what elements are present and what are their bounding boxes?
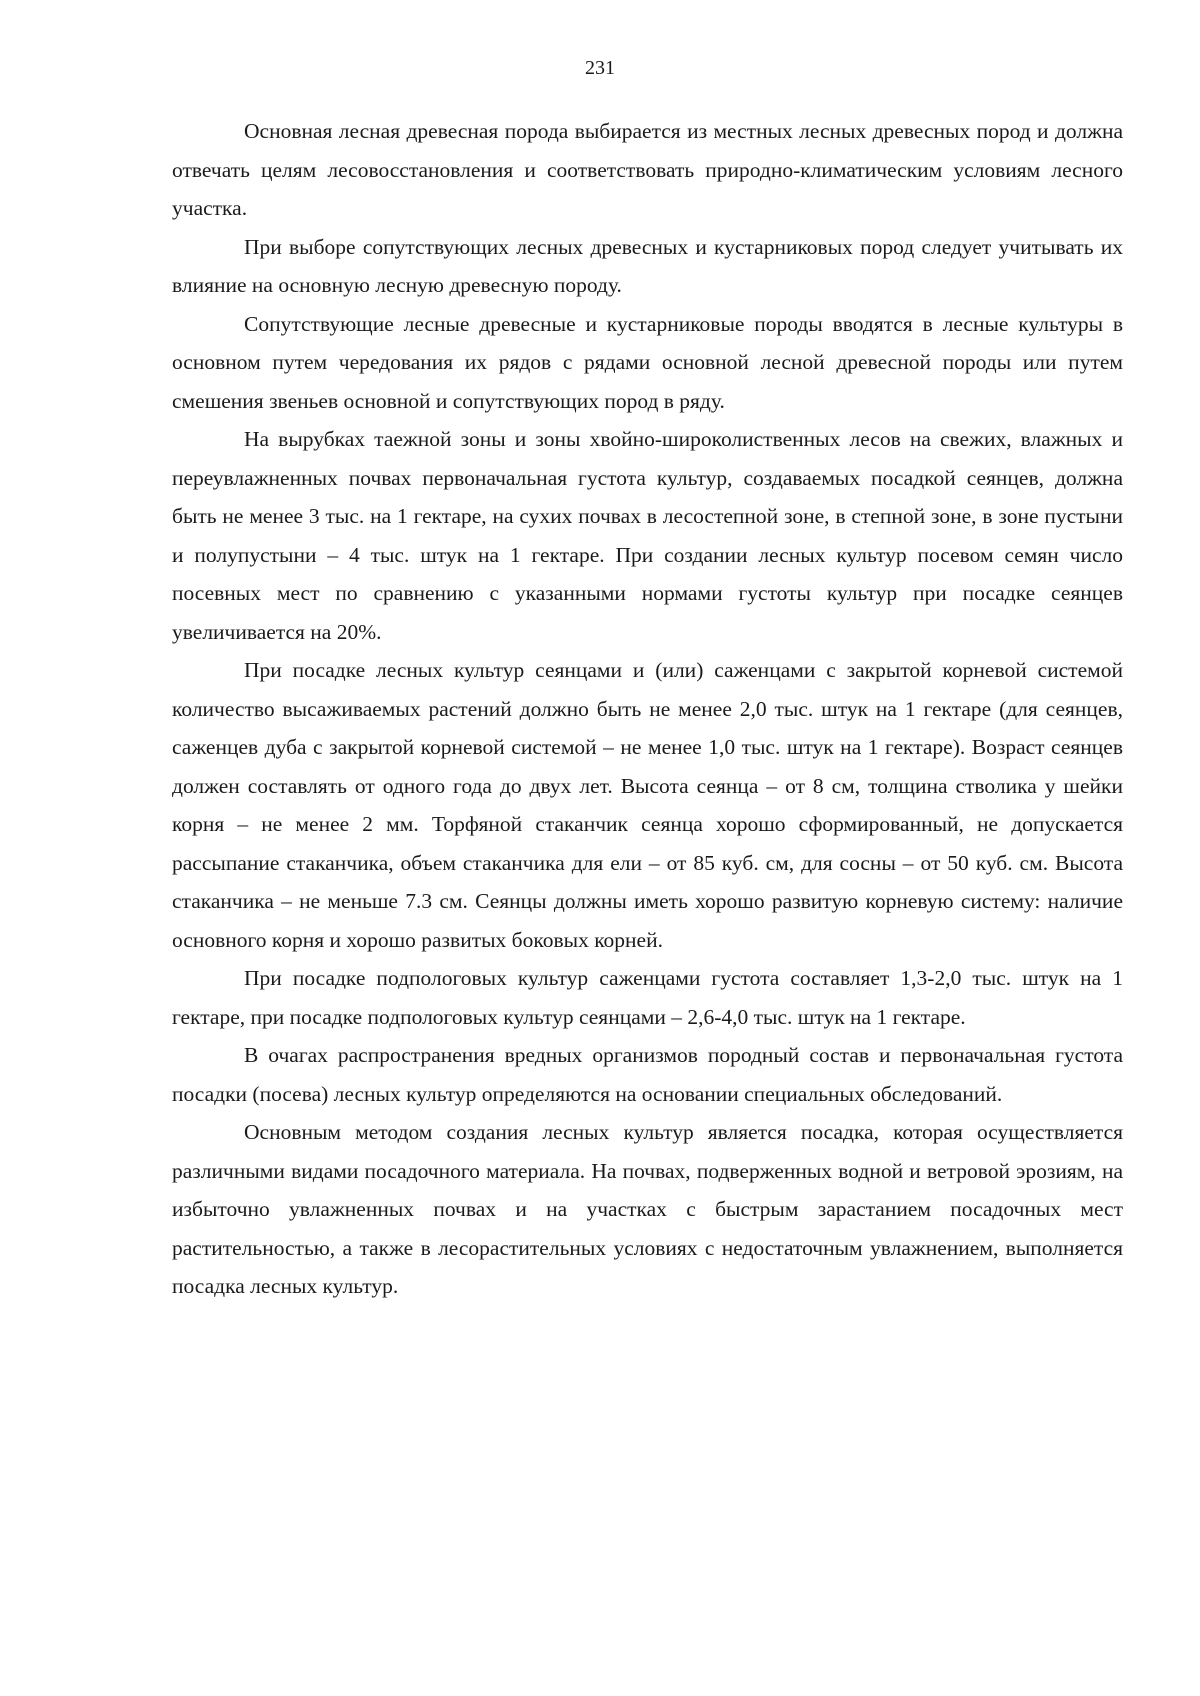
- paragraph: Сопутствующие лесные древесные и кустарниковые породы вводятся в лесные культуры в основном путем чередования их рядов с рядами основной лесной древесной породы или путем смешения звеньев основной и сопутствующих пород в ряду.: [172, 311, 1123, 413]
- paragraph: Основным методом создания лесных культур является посадка, которая осуществляется различными видами посадочного материала. На почвах, подверженных водной и ветровой эрозиям, на избыточно увлажненных почвах и на участках с быстрым зарастанием посадочных мест растительностью, а также в лесорастительных условиях с недостаточным увлажнением, выполняется посадка лесных культур.: [172, 1120, 1123, 1298]
- paragraph: При посадке подпологовых культур саженцами густота составляет 1,3-2,0 тыс. штук на 1 гектаре, при посадке подпологовых культур сеянцами – 2,6-4,0 тыс. штук на 1 гектаре.: [172, 966, 1123, 1029]
- paragraph: В очагах распространения вредных организмов породный состав и первоначальная густота посадки (посева) лесных культур определяются на основании специальных обследований.: [172, 1043, 1123, 1106]
- paragraph: На вырубках таежной зоны и зоны хвойно-широколиственных лесов на свежих, влажных и переувлажненных почвах первоначальная густота культур, создаваемых посадкой сеянцев, должна быть не менее 3 тыс. на 1 гектаре, на сухих почвах в лесостепной зоне, в степной зоне, в зоне пустыни и полупустыни – 4 тыс. штук на 1 гектаре. При создании лесных культур посевом семян число посевных мест по сравнению с указанными нормами густоты культур при посадке сеянцев увеличивается на 20%.: [172, 427, 1123, 644]
- paragraph: При выборе сопутствующих лесных древесных и кустарниковых пород следует учитывать их влияние на основную лесную древесную породу.: [172, 234, 1123, 297]
- paragraph: При посадке лесных культур сеянцами и (или) саженцами с закрытой корневой системой количество высаживаемых растений должно быть не менее 2,0 тыс. штук на 1 гектаре (для сеянцев, саженцев дуба с закрытой корневой системой – не менее 1,0 тыс. штук на 1 гектаре). Возраст сеянцев должен составлять от одного года до двух лет. Высота сеянца – от 8 см, толщина стволика у шейки корня – не менее 2 мм. Торфяной стаканчик сеянца хорошо сформированный, не допускается рассыпание стаканчика, объем стаканчика для ели – от 85 куб. см, для сосны – от 50 куб. см. Высота стаканчика – не меньше 7.3 см. Сеянцы должны иметь хорошо развитую корневую систему: наличие основного корня и хорошо развитых боковых корней.: [172, 658, 1123, 952]
- paragraph: Основная лесная древесная порода выбирается из местных лесных древесных пород и должна отвечать целям лесовосстановления и соответствовать природно-климатическим условиям лесного участка.: [172, 119, 1123, 220]
- page-number: 231: [585, 57, 615, 79]
- body-text: [172, 112, 1123, 1306]
